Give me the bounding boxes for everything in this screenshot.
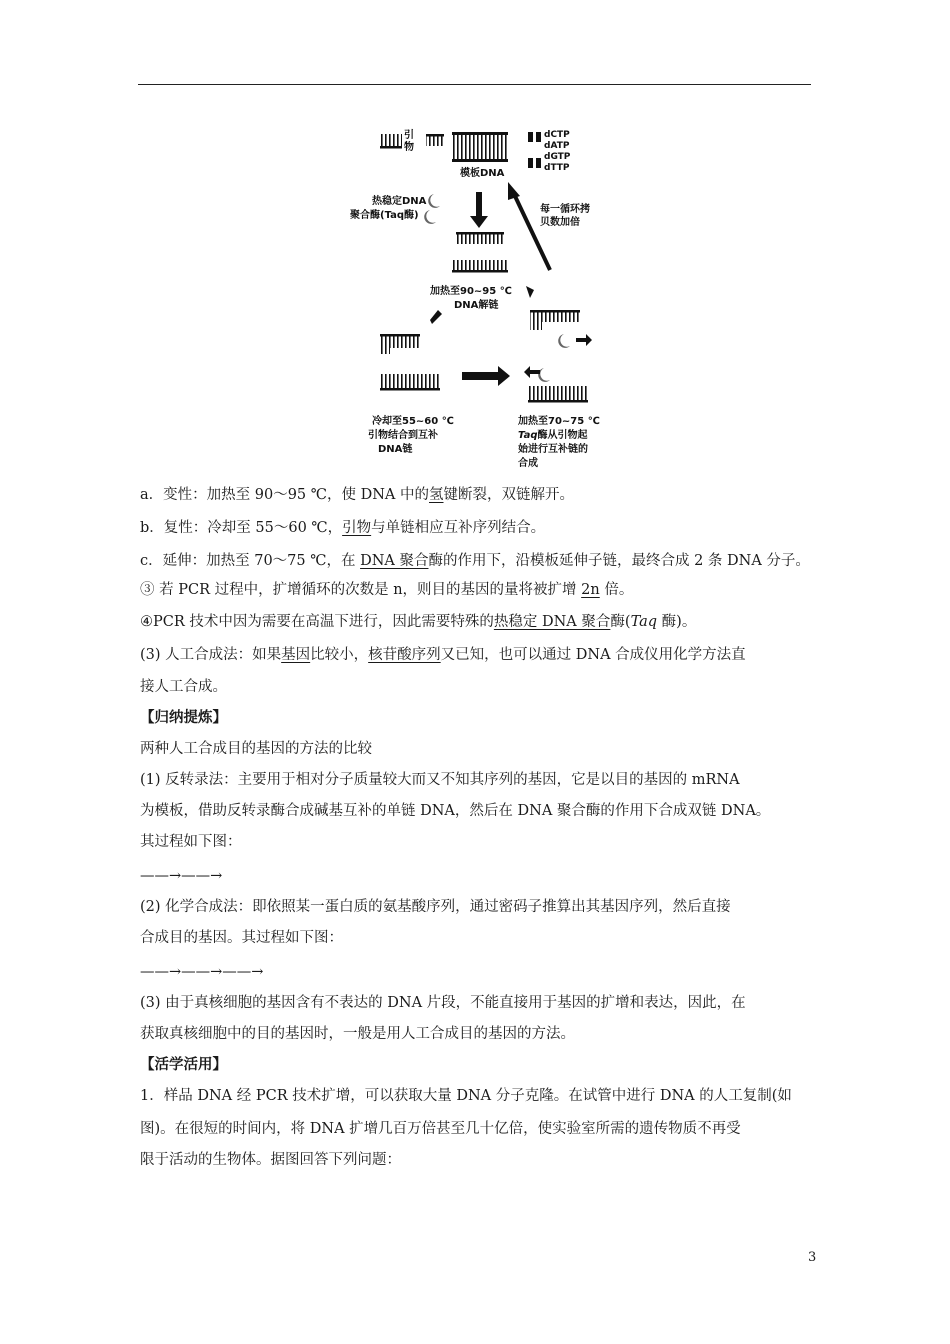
line-m1: 1．样品 DNA 经 PCR 技术扩增，可以获取大量 DNA 分子克隆。在试管中进行 DNA 的人工复制(如	[140, 1088, 792, 1104]
anneal-label-1: 冷却至55~60 ℃	[372, 416, 454, 427]
line-m3: 限于活动的生物体。据图回答下列问题：	[140, 1152, 401, 1168]
pcr-diagram-svg	[350, 124, 618, 474]
arrow-down-icon	[470, 192, 488, 228]
enzyme-icon-2	[424, 210, 436, 224]
denature-label-1: 加热至90~95 ℃	[430, 286, 512, 297]
primer-label-2: 物	[404, 142, 414, 153]
enzyme-icon-1	[428, 194, 440, 208]
enzyme-label-2: 聚合酶(Taq酶)	[350, 210, 419, 221]
line-f2: (1) 反转录法：主要用于相对分子质量较大而又不知其序列的基因，它是以目的基因的 mRNA	[140, 772, 740, 788]
process-arrow-2: ——→——→——→	[140, 964, 264, 980]
page-number: 3	[808, 1250, 817, 1265]
anneal-label-2: 引物结合到互补	[368, 430, 438, 441]
template-dna-label: 模板DNA	[460, 168, 505, 179]
line-e2: 接人工合成。	[140, 679, 227, 695]
enzyme-label-1: 热稳定DNA	[372, 196, 427, 207]
arrow-right-down-icon	[526, 286, 534, 298]
dntp-label-1: dCTP	[544, 130, 570, 140]
header-rule	[138, 84, 811, 85]
annealing-strands-icon	[380, 334, 440, 391]
line-m2: 图)。在很短的时间内，将 DNA 扩增几百万倍甚至几十亿倍，使实验室所需的遗传物质不再受	[140, 1121, 741, 1137]
section-heading-summary: 【归纳提炼】	[140, 709, 227, 726]
extend-label-4: 合成	[518, 458, 538, 469]
line-c: c．延伸：加热至 70～75 ℃，在 DNA 聚合酶的作用下，沿模板延伸子链，最终合成 2 条 DNA 分子。	[140, 553, 810, 569]
primed-strands-icon	[452, 232, 508, 273]
line-e1: (3) 人工合成法：如果基因比较小，核苷酸序列又已知，也可以通过 DNA 合成仪用化学方法直	[140, 647, 746, 663]
extend-label-3: 始进行互补链的	[518, 444, 588, 455]
line-d4: ④PCR 技术中因为需要在高温下进行，因此需要特殊的热稳定 DNA 聚合酶(Taq 酶)。	[140, 614, 697, 630]
primer-label-1: 引	[404, 130, 414, 141]
line-d3: ③ 若 PCR 过程中，扩增循环的次数是 n，则目的基因的量将被扩增 2n 倍。	[140, 582, 634, 598]
process-arrow-1: ——→——→	[140, 868, 223, 884]
cycle-label-2: 贝数加倍	[540, 217, 580, 228]
dntp-label-4: dTTP	[544, 163, 570, 173]
line-b: b．复性：冷却至 55～60 ℃，引物与单链相应互补序列结合。	[140, 520, 546, 536]
line-g1: (2) 化学合成法：即依照某一蛋白质的氨基酸序列，通过密码子推算出其基因序列，然后直接	[140, 899, 731, 915]
pcr-diagram	[350, 124, 618, 474]
line-k2: 获取真核细胞中的目的基因时，一般是用人工合成目的基因的方法。	[140, 1026, 575, 1042]
line-f1: 两种人工合成目的基因的方法的比较	[140, 741, 372, 757]
denature-label-2: DNA解链	[454, 300, 499, 311]
dntp-label-2: dATP	[544, 141, 570, 151]
section-heading-practice: 【活学活用】	[140, 1056, 227, 1073]
extension-strands-icon	[524, 310, 592, 403]
anneal-label-3: DNA链	[378, 444, 413, 455]
arrow-left-down-icon	[430, 310, 442, 324]
dntp-label-3: dGTP	[544, 152, 571, 162]
dntp-icons	[528, 132, 541, 168]
line-f3: 为模板，借助反转录酶合成碱基互补的单链 DNA，然后在 DNA 聚合酶的作用下合成双链 DNA。	[140, 803, 771, 819]
template-dna-icon	[452, 132, 508, 162]
cycle-label-1: 每一循环拷	[540, 204, 590, 215]
extend-label-2: Taq酶从引物起	[518, 430, 588, 441]
line-a: a．变性：加热至 90～95 ℃，使 DNA 中的氢键断裂，双链解开。	[140, 487, 574, 503]
arrow-right-icon	[462, 366, 510, 386]
line-g2: 合成目的基因。其过程如下图：	[140, 930, 343, 946]
line-k1: (3) 由于真核细胞的基因含有不表达的 DNA 片段，不能直接用于基因的扩增和表达，因此，在	[140, 995, 746, 1011]
extend-label-1: 加热至70~75 ℃	[518, 416, 600, 427]
line-f4: 其过程如下图：	[140, 834, 242, 850]
